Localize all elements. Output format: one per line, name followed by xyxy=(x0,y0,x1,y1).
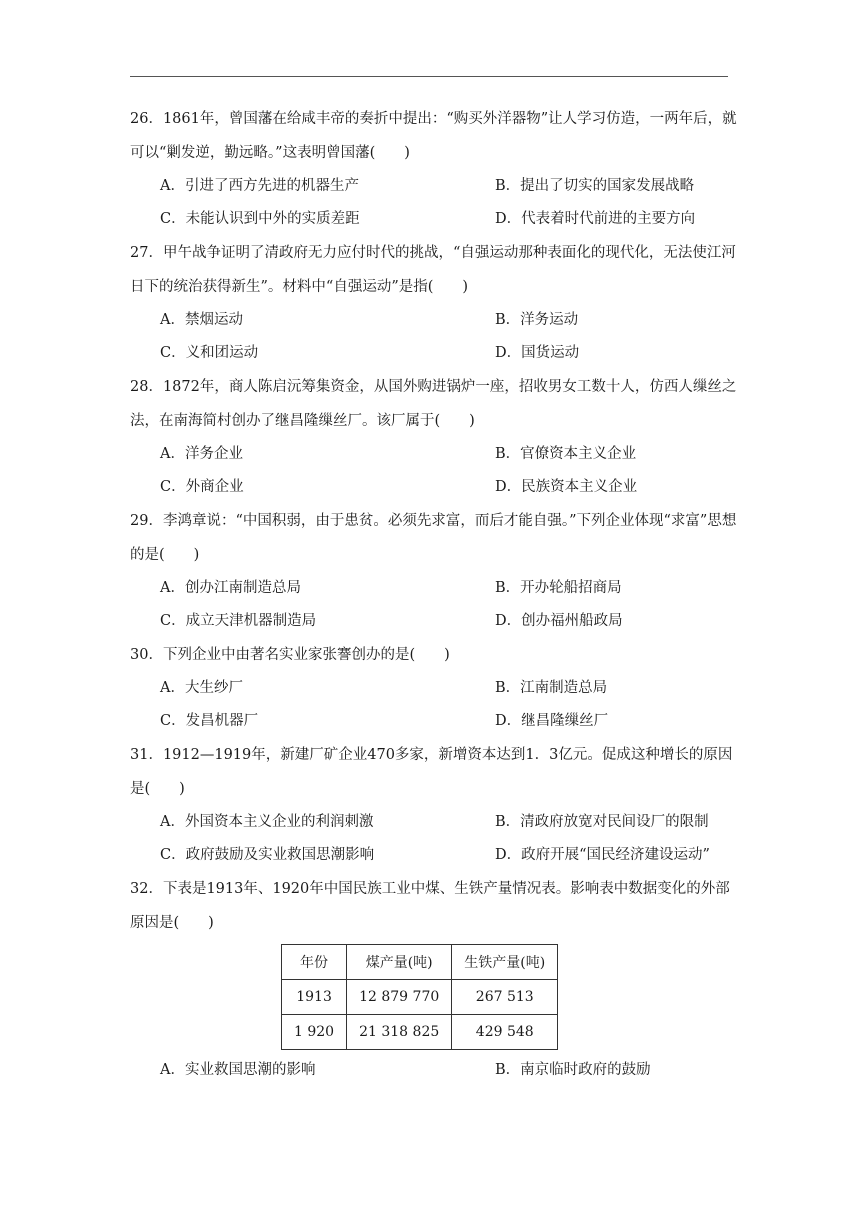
question-stem: 29．李鸿章说：“中国积弱，由于患贫。必须先求富，而后才能自强。”下列企业体现“求富”思想的是( ) xyxy=(130,513,737,563)
table-row xyxy=(282,980,558,1015)
question-26 xyxy=(130,102,740,236)
answer-option[interactable]: A．禁烟运动 xyxy=(160,312,243,328)
answer-options xyxy=(130,672,740,738)
question-29 xyxy=(130,504,740,638)
answer-option[interactable]: C．未能认识到中外的实质差距 xyxy=(160,211,360,227)
question-30 xyxy=(130,638,740,738)
table-cell: 429 548 xyxy=(452,1015,558,1050)
answer-option[interactable]: A．大生纱厂 xyxy=(160,680,243,696)
answer-option[interactable]: A．洋务企业 xyxy=(160,446,243,462)
table-header-row xyxy=(282,945,558,980)
answer-option[interactable]: A．引进了西方先进的机器生产 xyxy=(160,178,359,194)
answer-option[interactable]: A．创办江南制造总局 xyxy=(160,580,301,596)
answer-option[interactable]: A．实业救国思潮的影响 xyxy=(160,1062,316,1078)
answer-option[interactable]: B．南京临时政府的鼓励 xyxy=(495,1062,651,1078)
answer-option[interactable]: C．成立天津机器制造局 xyxy=(160,613,317,629)
answer-option[interactable]: D．代表着时代前进的主要方向 xyxy=(495,211,696,227)
question-32 xyxy=(130,872,740,1087)
answer-options xyxy=(130,438,740,504)
question-stem: 27．甲午战争证明了清政府无力应付时代的挑战，“自强运动那种表面化的现代化，无法使江河日下的统治获得新生”。材料中“自强运动”是指( ) xyxy=(130,245,736,295)
answer-options xyxy=(130,170,740,236)
question-stem: 30．下列企业中由著名实业家张謇创办的是( ) xyxy=(130,647,450,663)
question-stem: 26．1861年，曾国藩在给咸丰帝的奏折中提出：“购买外洋器物”让人学习仿造，一两年后，就可以“剿发逆，勤远略。”这表明曾国藩( ) xyxy=(130,111,737,161)
question-stem: 32．下表是1913年、1920年中国民族工业中煤、生铁产量情况表。影响表中数据变化的外部原因是( ) xyxy=(130,881,730,931)
answer-option[interactable]: C．政府鼓励及实业救国思潮影响 xyxy=(160,847,375,863)
question-stem: 31．1912—1919年，新建厂矿企业470多家，新增资本达到1．3亿元。促成这种增长的原因是( ) xyxy=(130,747,733,797)
question-27 xyxy=(130,236,740,370)
answer-options xyxy=(130,1054,740,1087)
table-cell: 12 879 770 xyxy=(347,980,452,1015)
answer-option[interactable]: D．国货运动 xyxy=(495,345,580,361)
answer-options xyxy=(130,806,740,872)
answer-option[interactable]: B．提出了切实的国家发展战略 xyxy=(495,178,695,194)
answer-option[interactable]: D．创办福州船政局 xyxy=(495,613,623,629)
answer-option[interactable]: B．官僚资本主义企业 xyxy=(495,446,637,462)
table-cell: 1 920 xyxy=(282,1015,347,1050)
answer-option[interactable]: C．发昌机器厂 xyxy=(160,713,259,729)
question-31 xyxy=(130,738,740,872)
table-row xyxy=(282,1015,558,1050)
answer-option[interactable]: B．洋务运动 xyxy=(495,312,579,328)
question-list xyxy=(130,102,740,1087)
answer-option[interactable]: D．继昌隆缫丝厂 xyxy=(495,713,609,729)
answer-options xyxy=(130,572,740,638)
answer-options xyxy=(130,304,740,370)
table-cell: 1913 xyxy=(282,980,347,1015)
table-cell: 21 318 825 xyxy=(347,1015,452,1050)
table-header-cell: 生铁产量(吨) xyxy=(452,945,558,980)
table-header-cell: 煤产量(吨) xyxy=(347,945,452,980)
answer-option[interactable]: B．江南制造总局 xyxy=(495,680,608,696)
answer-option[interactable]: B．清政府放宽对民间设厂的限制 xyxy=(495,814,709,830)
answer-option[interactable]: D．民族资本主义企业 xyxy=(495,479,638,495)
answer-option[interactable]: C．外商企业 xyxy=(160,479,244,495)
production-table xyxy=(281,944,558,1050)
question-stem: 28．1872年，商人陈启沅筹集资金，从国外购进锅炉一座，招收男女工数十人，仿西人缫丝之法，在南海简村创办了继昌隆缫丝厂。该厂属于( ) xyxy=(130,379,737,429)
table-cell: 267 513 xyxy=(452,980,558,1015)
answer-option[interactable]: D．政府开展“国民经济建设运动” xyxy=(495,847,710,863)
answer-option[interactable]: C．义和团运动 xyxy=(160,345,259,361)
answer-option[interactable]: A．外国资本主义企业的利润刺激 xyxy=(160,814,374,830)
question-28 xyxy=(130,370,740,504)
header-rule xyxy=(130,76,728,77)
table-header-cell: 年份 xyxy=(282,945,347,980)
answer-option[interactable]: B．开办轮船招商局 xyxy=(495,580,622,596)
